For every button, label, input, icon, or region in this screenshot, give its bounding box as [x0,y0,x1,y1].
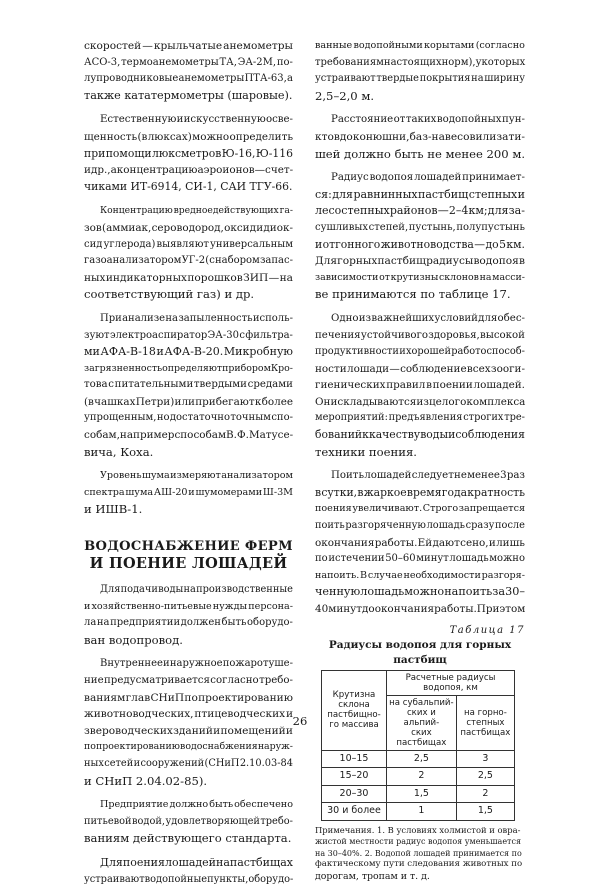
text-line: ченную лошадь можно напоить за 30– [315,585,525,599]
paragraph-troughs [315,38,525,104]
header-slope [322,670,387,750]
text-line: Поить лошадей следует не менее 3 раз [331,470,525,482]
heading-line: И ПОЕНИЕ ЛОШАДЕЙ [89,555,288,573]
text-line: и др., а концентрацию аэроионов — счет- [84,164,294,177]
paragraph-distance [315,112,525,162]
header-line: пастбищах [460,727,511,738]
table-cell: 30 и более [322,803,387,821]
table-cell: 1,5 [456,803,514,821]
table-cell: 2 [456,785,514,803]
text-line: ных индикаторных порошков ЗИП — на [84,271,293,284]
header-line: пастбищно- [327,710,381,721]
header-group: Расчетные радиусы водопоя, км [387,670,515,695]
text-line: спектра шума АШ-20 и шумомерами Ш-3М [84,486,293,498]
header-line: степных [466,717,505,728]
table-row [322,785,515,803]
paragraph-illumination [84,112,293,195]
text-line: ванные водопойными корытами (согласно [315,40,525,51]
text-line: требованиям настоящих норм), у которых [315,56,526,68]
text-line: Для подачи воды на производственные [100,584,293,596]
text-line: бований к качеству воды и соблюдения [315,428,525,442]
text-line: зуют электроаспиратор ЭА-30 с фильтра- [84,329,293,341]
text-line: ван водопровод. [84,632,183,647]
text-line: ных сетей и сооружений (СНиП 2.10.03-84 [84,757,293,769]
text-line: собам, например способам В. Ф. Матусе- [84,429,294,442]
header-line: на субальпий- [389,697,454,708]
table-cell: 1,5 [387,785,457,803]
text-line: 40 минут до окончания работы. При этом [315,603,526,615]
text-line: и хозяйственно-питьевые нужды персона- [84,600,293,612]
text-line: Одно из важнейших условий для обес- [331,312,525,324]
table-row [322,803,515,821]
text-line: Радиус водопоя лошадей принимает- [331,172,525,184]
text-line: това с питательными твердыми средами [84,379,293,391]
text-line: Естественную и искусственную осве- [100,114,293,126]
text-line: ми АФА-В-18 и АФА-В-20. Микробную [84,345,293,359]
text-line: по проектированию водоснабжения наруж- [84,741,293,753]
text-line: загрязненность определяют прибором Кро- [84,362,293,374]
text-line: Уровень шума измеряют анализатором [100,470,293,482]
note-line: на 30–40%. 2. Водопой лошадей принимается по [315,848,522,858]
text-line: и ИШВ-1. [84,502,143,517]
table-row [322,768,515,786]
text-line: щенность (в люксах) можно определить [84,130,293,143]
text-line: ности лошади — соблюдение всех зооги- [315,362,525,375]
text-line: Для поения лошадей на пастбищах [100,855,293,869]
text-line: и СНиП 2.04.02-85). [84,773,208,788]
text-line: поить разгоряченную лошадь сразу после [315,520,525,532]
paragraph-anemometers [84,38,293,104]
note-line: фактическому пути следования животных по [315,859,523,870]
header-line: ских пастбищах [396,727,447,748]
header-line: Крутизна [332,690,376,701]
paragraph-gases [84,203,293,303]
text-line: зов (аммиак, сероводород, оксид и диок- [84,221,293,234]
note-line: Примечания. 1. В условиях холмистой и овра- [315,824,521,835]
text-line: Для горных пастбищ радиусы водопоя в [315,255,525,268]
paragraph-health [315,311,525,460]
text-line: печения устойчивого здоровья, высокой [315,329,525,341]
table-label: Таблица 17 [449,624,525,636]
text-line: вича, Коха. [84,444,154,459]
text-line: соответствующий газ) и др. [84,287,255,302]
table-cell: 2 [387,768,457,786]
text-line: Расстояние от таких водопойных пун- [331,114,525,126]
text-line: окончания работы. Ей дают сено, и лишь [315,536,525,549]
text-line: чиками ИТ-6914, СИ-1, САИ ТГУ-66. [84,179,293,193]
text-line: ве принимаются по таблице 17. [315,287,511,302]
text-line: сид углерода) выявляют универсальным [84,238,293,250]
text-line: газоанализатором УГ-2 (с набором запас- [84,255,293,267]
text-line: ктов до конюшни, баз-навесов или зати- [315,130,525,143]
note-line: дорогам, тропам и т. д. [315,870,430,882]
table-cell: 20–30 [322,785,387,803]
note-line: жистой местности радиус водопоя уменьшается [315,837,522,847]
text-line: и отгонного животноводства — до 5 км. [315,237,525,251]
text-line: упрощенным, но достаточно точным спо- [84,412,293,424]
paragraph-watering-schedule [315,468,525,617]
text-line: Концентрацию вредноедействующих га- [100,205,293,217]
text-line: устраивают твердые покрытия на ширину [315,73,525,85]
text-line: скоростей — крыльчатые анемометры [84,40,293,52]
text-line: (в чашках Петри) или прибегают к более [84,395,293,408]
table-cell: 15–20 [322,768,387,786]
header-line: ских и альпий- [403,707,440,728]
text-line: продуктивности и хорошей работоспособ- [315,346,525,358]
text-line: напоить. В случае необходимости разгоря- [315,569,525,581]
text-line: животноводческих, птицеводческих и [84,708,293,721]
text-line: Предприятие должно быть обеспечено [100,799,293,811]
heading-line: ВОДОСНАБЖЕНИЕ ФЕРМ [84,539,293,555]
text-line: по истечении 50–60 минут лошадь можно [315,553,525,565]
text-line: лупроводниковые анемометры ПТА-63, а [84,73,293,85]
table-cell: 10–15 [322,750,387,768]
text-line: зависимости от крутизны склонов на масси- [315,271,525,283]
paragraph-radius [315,170,525,303]
text-line: шей должно быть не менее 200 м. [315,146,526,161]
text-line: АСО-3, термоанемометры ТА, ЭА-2М, по- [84,56,293,68]
text-line: ла на предприятии должен быть оборудо- [84,617,293,629]
text-line: 2,5–2,0 м. [315,88,375,103]
table-cell: 1 [387,803,457,821]
header-line: го массива [329,720,379,731]
water-radius-table [321,670,515,821]
paragraph-noise [84,468,293,518]
table-cell: 2,5 [387,750,457,768]
table-cell: 2,5 [456,768,514,786]
text-line: ваниям действующего стандарта. [84,831,292,846]
text-line: лесостепных районов — 2–4 км; для за- [315,204,525,218]
page-number: 26 [292,714,308,728]
left-column [84,38,293,888]
text-line: Внутреннее и наружное пожаротуше- [100,658,293,670]
text-line: гиенических правил в поении лошадей. [315,379,525,392]
section-heading [84,538,293,572]
text-line: также кататермометры (шаровые). [84,88,293,102]
text-line: ваниям глав СНиП по проектированию [84,691,293,704]
text-line: мероприятий: предъявления строгих тре- [315,412,525,424]
table-title: Радиусы водопоя для горных пастбищ [328,638,512,666]
text-line: ние предусматривается согласно требо- [84,675,293,686]
paragraph-dust [84,311,293,460]
text-line: при помощи люксметров Ю-16, Ю-116 [84,146,293,160]
table-cell: 3 [456,750,514,768]
text-line: Они складываются из целого комплекса [315,395,526,408]
paragraph-drinking-water [84,797,293,847]
header-line: склона [338,700,370,711]
text-line: техники поения. [315,444,417,459]
text-line: поения увеличивают. Строго запрещается [315,503,525,515]
text-line: в сутки, в жаркое время года кратность [315,485,525,499]
table-row [322,750,515,768]
text-line: звероводческих зданий и помещений и [84,724,293,737]
table-notes [315,825,525,883]
paragraph-pastures [84,855,293,888]
header-line: на горно- [463,707,507,718]
text-line: сушливых степей, пустынь, полупустынь [315,221,525,233]
text-line: При анализе на запыленность исполь- [100,312,293,324]
text-line: питьевой водой, удовлетворяющей требо- [84,815,293,827]
text-line: устраивают водопойные пункты, оборудо- [84,873,294,885]
right-column [315,38,525,882]
paragraph-water-supply [84,582,293,648]
text-line: ся: для равнинных пастбищ степных и [315,187,525,201]
